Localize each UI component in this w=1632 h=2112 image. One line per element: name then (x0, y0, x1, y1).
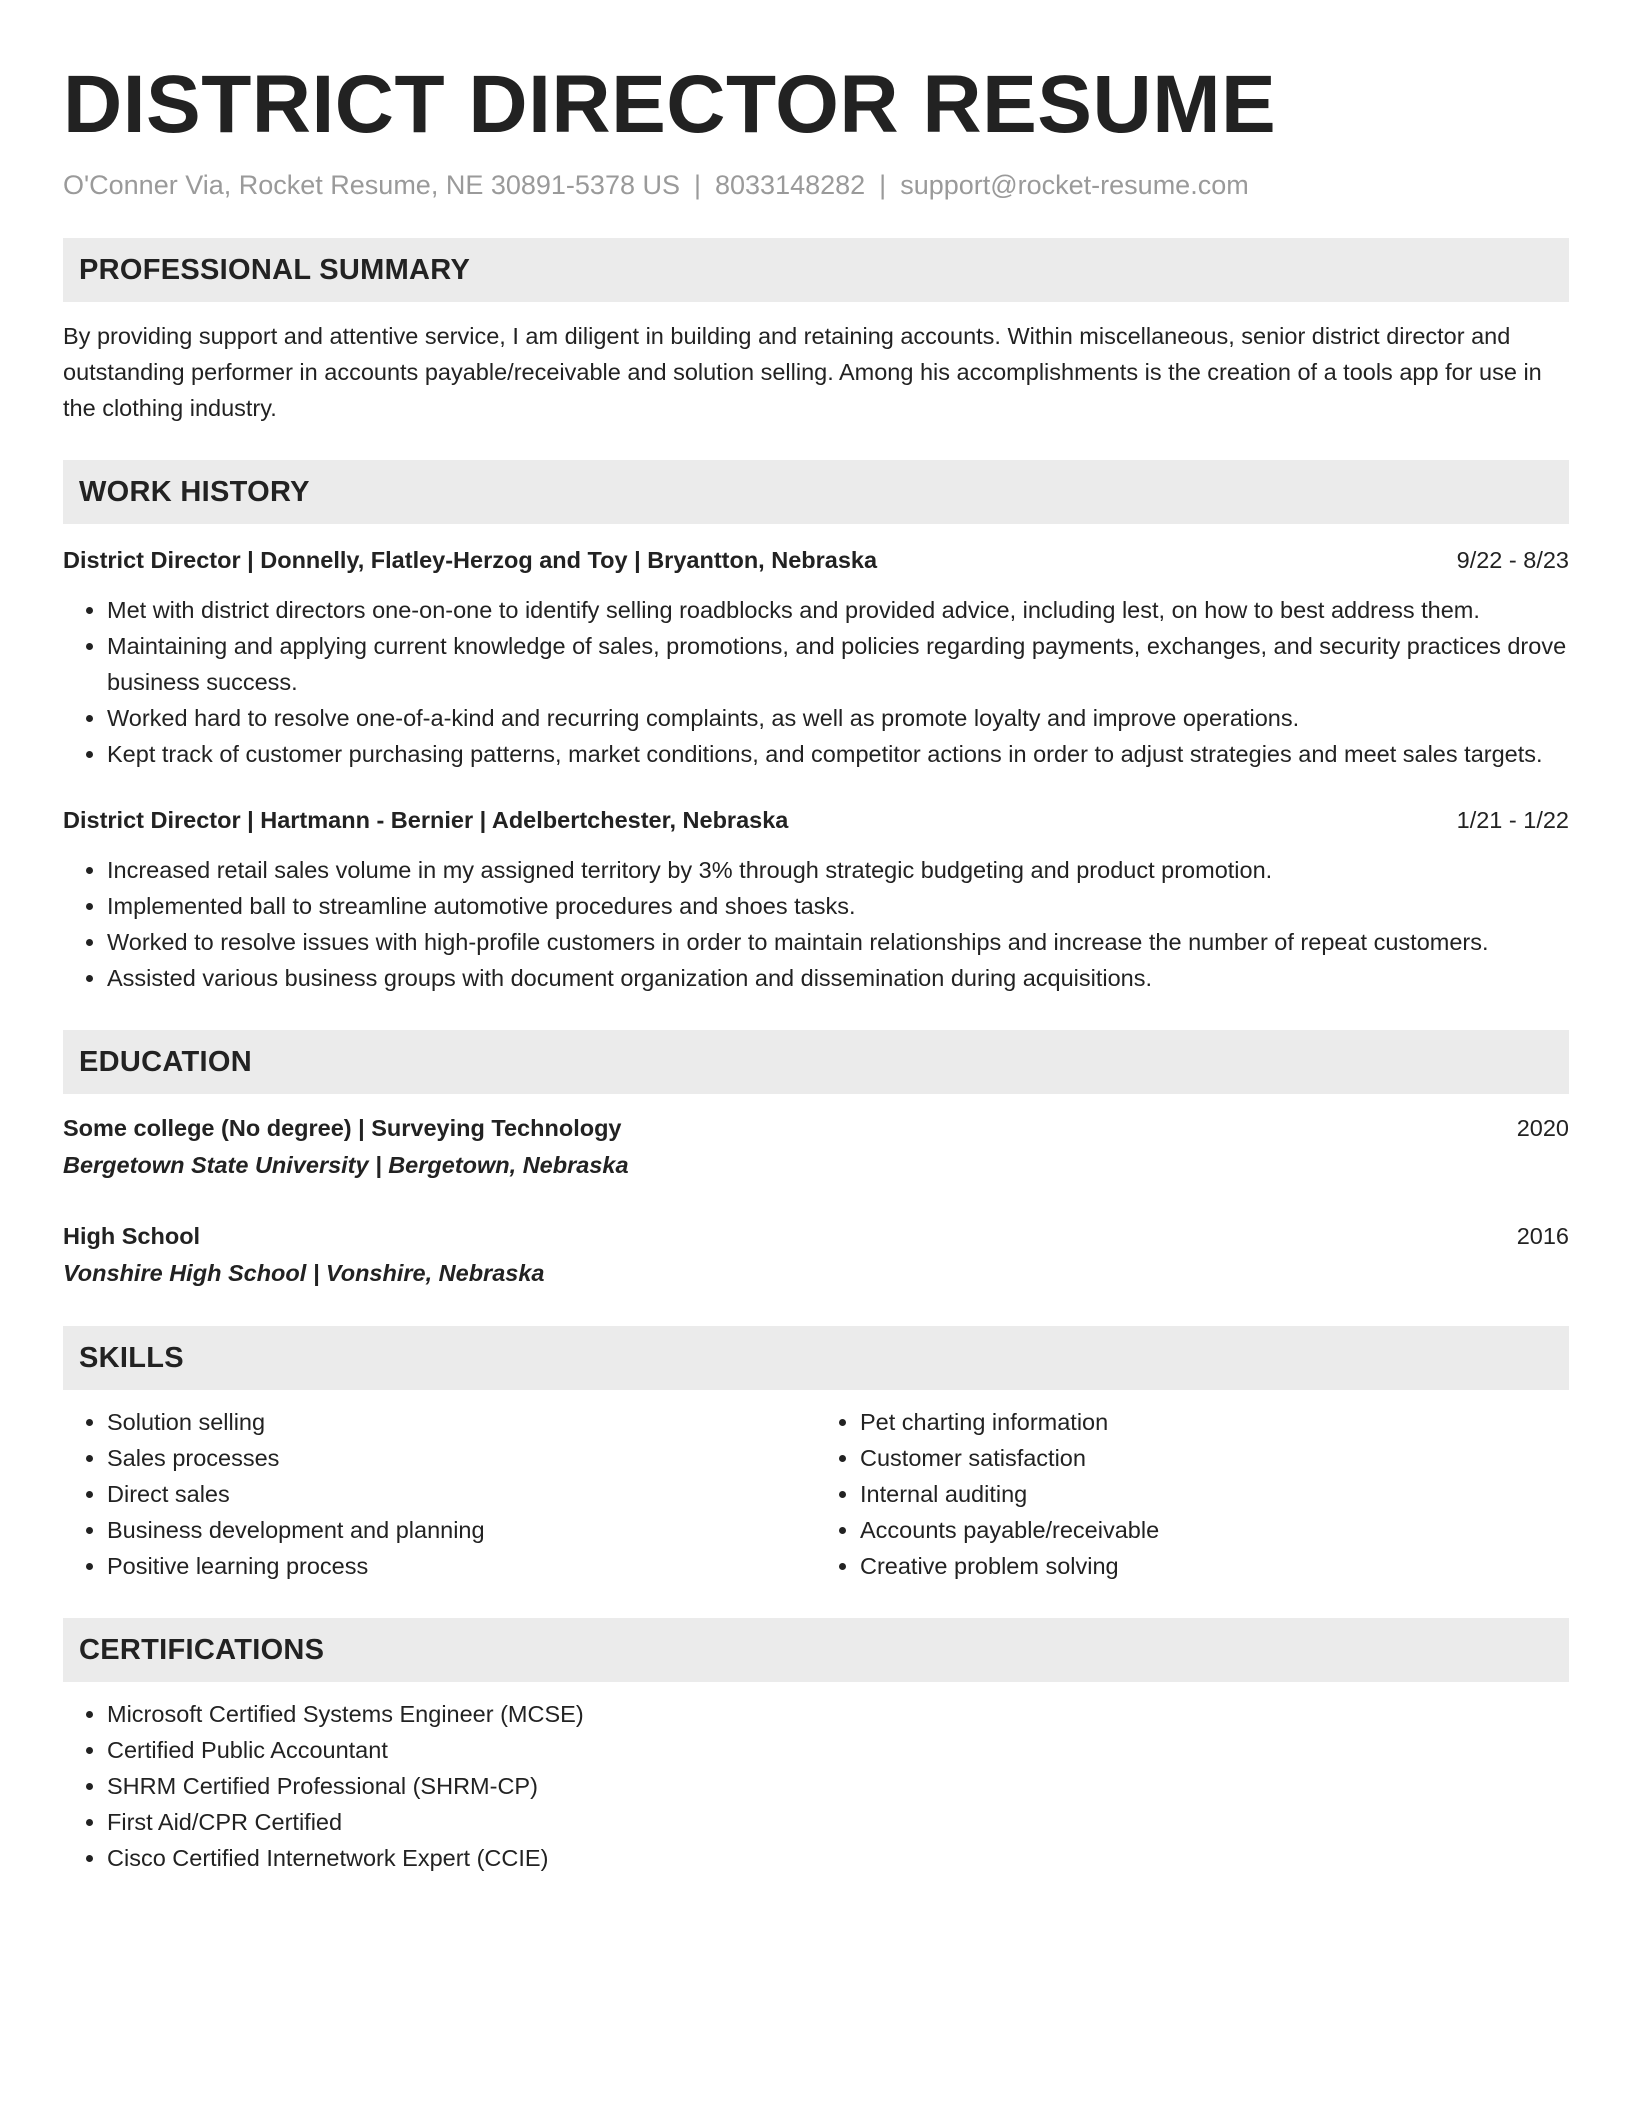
list-item: • Worked hard to resolve one-of-a-kind and recurring complaints, as well as promote loyalty and improve operations. (107, 700, 1569, 736)
job-entry (63, 802, 1569, 996)
list-item: • Customer satisfaction (860, 1440, 1569, 1476)
education-section (63, 1030, 1569, 1292)
job-header (63, 542, 1569, 578)
list-item: • Certified Public Accountant (107, 1732, 1569, 1768)
certifications-section (63, 1618, 1569, 1876)
contact-email: support@rocket-resume.com (900, 170, 1249, 200)
job-title: District Director | Hartmann - Bernier | Adelbertchester, Nebraska (63, 807, 789, 833)
education-degree: High School (63, 1223, 201, 1249)
job-header (63, 802, 1569, 838)
section-header (63, 460, 1569, 524)
section-heading: WORK HISTORY (79, 475, 310, 508)
section-heading: SKILLS (79, 1341, 184, 1374)
list-item: • Maintaining and applying current knowledge of sales, promotions, and policies regarding payments, exchanges, and security practices drove business success. (107, 628, 1569, 700)
list-item: • Creative problem solving (860, 1548, 1569, 1584)
section-header (63, 1326, 1569, 1390)
contact-phone: 8033148282 (715, 170, 866, 200)
contact-separator: | (693, 170, 701, 200)
education-year: 2020 (1516, 1115, 1569, 1141)
section-header (63, 1030, 1569, 1094)
contact-line (63, 166, 1569, 204)
list-item: • Cisco Certified Internetwork Expert (CCIE) (107, 1840, 1569, 1876)
certifications-list (63, 1696, 1569, 1876)
education-entry (63, 1218, 1569, 1292)
section-heading: PROFESSIONAL SUMMARY (79, 253, 471, 286)
list-item: • Sales processes (107, 1440, 816, 1476)
skills-section (63, 1326, 1569, 1584)
list-item: • SHRM Certified Professional (SHRM-CP) (107, 1768, 1569, 1804)
list-item: • Positive learning process (107, 1548, 816, 1584)
skills-grid (63, 1404, 1569, 1584)
job-bullets (63, 852, 1569, 996)
education-entry (63, 1110, 1569, 1184)
list-item: • Assisted various business groups with document organization and dissemination during acquisitions. (107, 960, 1569, 996)
education-degree: Some college (No degree) | Surveying Technology (63, 1115, 622, 1141)
education-header (63, 1218, 1569, 1254)
list-item: • Implemented ball to streamline automotive procedures and shoes tasks. (107, 888, 1569, 924)
list-item: • Direct sales (107, 1476, 816, 1512)
section-header (63, 1618, 1569, 1682)
list-item: • Internal auditing (860, 1476, 1569, 1512)
list-item: • Solution selling (107, 1404, 816, 1440)
work-history-section (63, 460, 1569, 996)
section-heading: EDUCATION (79, 1045, 252, 1078)
list-item: • Kept track of customer purchasing patterns, market conditions, and competitor actions in order to adjust strategies and meet sales targets. (107, 736, 1569, 772)
list-item: • Worked to resolve issues with high-profile customers in order to maintain relationships and increase the number of repeat customers. (107, 924, 1569, 960)
job-bullets (63, 592, 1569, 772)
education-header (63, 1110, 1569, 1146)
summary-text: By providing support and attentive service, I am diligent in building and retaining accounts. Within miscellaneous, senior district director and outstanding performer in accounts payable/receivable and solution selling. Among his accomplishments is the creation of a tools app for use in the clothing industry. (63, 323, 1542, 421)
list-item: • First Aid/CPR Certified (107, 1804, 1569, 1840)
skills-list-left (63, 1404, 816, 1584)
list-item: • Business development and planning (107, 1512, 816, 1548)
section-heading: CERTIFICATIONS (79, 1633, 325, 1666)
education-school: Vonshire High School | Vonshire, Nebraska (63, 1260, 545, 1286)
list-item: • Accounts payable/receivable (860, 1512, 1569, 1548)
skills-list-right (816, 1404, 1569, 1584)
education-school: Bergetown State University | Bergetown, Nebraska (63, 1152, 629, 1178)
list-item: • Pet charting information (860, 1404, 1569, 1440)
job-dates: 1/21 - 1/22 (1456, 807, 1569, 833)
contact-separator: | (879, 170, 887, 200)
list-item: • Microsoft Certified Systems Engineer (MCSE) (107, 1696, 1569, 1732)
job-title: District Director | Donnelly, Flatley-Herzog and Toy | Bryantton, Nebraska (63, 547, 878, 573)
job-entry (63, 542, 1569, 772)
contact-address: O'Conner Via, Rocket Resume, NE 30891-5378 US (63, 170, 680, 200)
job-dates: 9/22 - 8/23 (1456, 547, 1569, 573)
section-header (63, 238, 1569, 302)
list-item: • Increased retail sales volume in my assigned territory by 3% through strategic budgeting and product promotion. (107, 852, 1569, 888)
list-item: • Met with district directors one-on-one to identify selling roadblocks and provided advice, including lest, on how to best address them. (107, 592, 1569, 628)
education-year: 2016 (1516, 1223, 1569, 1249)
resume-title: DISTRICT DIRECTOR RESUME (63, 59, 1277, 150)
summary-section (63, 238, 1569, 426)
